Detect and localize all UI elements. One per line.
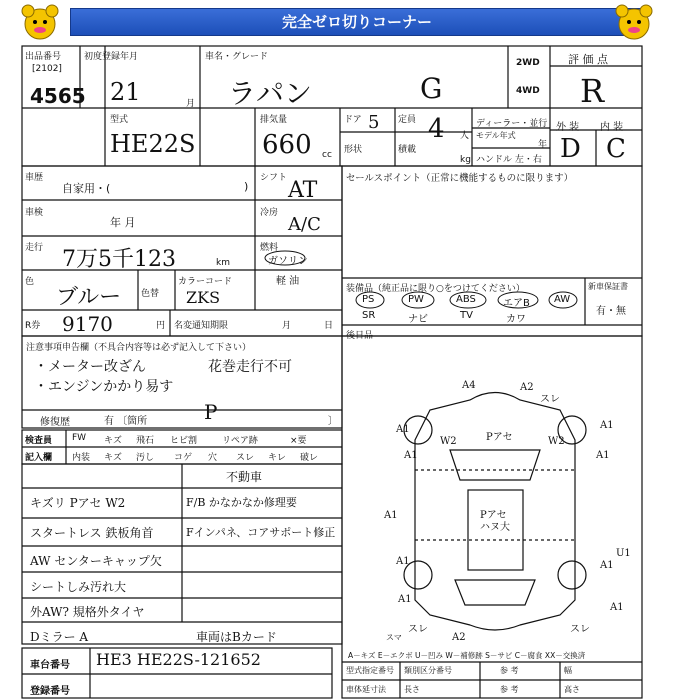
odo-hw: 7万5千123 <box>62 247 176 272</box>
diagram-mark: W2 <box>440 436 457 447</box>
type-hw: HE22S <box>110 130 196 158</box>
foot-5: 長さ <box>404 685 420 694</box>
use-value: 自家用・( <box>62 182 111 195</box>
diagram-mark: スマ <box>386 633 402 642</box>
inspector-int-scratch: キズ <box>104 453 122 463</box>
diagram-mark: A1 <box>396 556 410 567</box>
use-close: ) <box>244 180 249 193</box>
fuel-label: 燃料 <box>260 243 279 253</box>
inspector-chip: 飛石 <box>136 436 155 446</box>
door-hw: 5 <box>368 112 380 133</box>
equip-ps: PS <box>362 294 375 305</box>
diagram-mark: A1 <box>384 510 398 521</box>
equip-navi: ナビ <box>408 314 428 325</box>
banner-title: 完全ゼロ切りコーナー <box>70 8 644 36</box>
diagram-mark: U1 <box>616 548 631 559</box>
equip-abs: ABS <box>456 294 476 305</box>
inspector-rub: スレ <box>236 453 255 463</box>
notes-hw1: ・メーター改ざん <box>34 359 146 375</box>
ac-hw: A/C <box>288 214 321 235</box>
reg-label: 登録番号 <box>30 686 70 697</box>
int-hw: C <box>606 134 626 164</box>
chassis-hw: HE3 HE22S-121652 <box>96 650 261 669</box>
inspector-scratch: キズ <box>104 436 122 446</box>
repair-label: 修復歴 <box>40 417 70 428</box>
notes-hw3: 花巻走行不可 <box>208 359 292 375</box>
colorno-label: 色替 <box>141 289 160 299</box>
score-hw: R <box>580 72 605 110</box>
diagram-mark: A1 <box>610 602 624 613</box>
disp-hw: 660 <box>262 130 312 160</box>
diagram-mark: Pアセ <box>480 510 507 521</box>
odo-unit: km <box>216 258 230 268</box>
lot-no-label: 出品番号 <box>25 52 62 62</box>
disp-label: 排気量 <box>260 115 288 125</box>
sales-label: セールスポイント（正常に機能するものに限ります） <box>346 173 574 184</box>
remark-2: キズリ Pアセ W2 <box>30 496 126 510</box>
year-hw: 21 <box>110 78 141 106</box>
back-label: 後日品 <box>346 331 374 341</box>
equip-leather: カワ <box>506 314 526 325</box>
foot-1: 型式指定番号 <box>346 666 394 675</box>
diagram-mark: スレ <box>408 624 428 635</box>
disp-unit: cc <box>322 150 332 160</box>
inspector-dirt: 汚し <box>136 453 155 463</box>
repair-value: 有 〔箇所 <box>104 416 148 427</box>
warranty-value: 有・無 <box>596 306 626 317</box>
inspector-burn: コゲ <box>174 453 193 463</box>
dealer-label: ディーラー・並行 <box>476 119 548 129</box>
inspector-hole: 穴 <box>208 453 218 463</box>
drive-2wd: 2WD <box>516 58 540 68</box>
model-year-unit: 年 <box>538 140 548 150</box>
fuel-diesel: 軽 油 <box>276 276 300 287</box>
chassis-label: 車台番号 <box>30 660 70 671</box>
ac-label: 冷房 <box>260 208 279 218</box>
kg-label: kg <box>460 155 471 165</box>
diagram-mark: A2 <box>452 632 466 643</box>
equip-pw: PW <box>408 294 424 305</box>
inspector-row1-label: 検査員 <box>25 436 53 446</box>
recycle-hw: 9170 <box>62 312 113 336</box>
inspector-repair: リペア跡 <box>222 436 258 446</box>
colorcode-hw: ZKS <box>186 288 221 307</box>
use-label: 車歴 <box>25 173 44 183</box>
remark-7: シートしみ汚れ大 <box>30 580 127 594</box>
month-label: 月 <box>186 99 196 109</box>
drive-4wd: 4WD <box>516 86 540 96</box>
diagram-mark: A1 <box>396 424 410 435</box>
foot-7: 幅 <box>564 666 572 675</box>
notice-label: 名変通知期限 <box>174 321 229 331</box>
equip-tv: TV <box>460 310 473 321</box>
diagram-mark: A2 <box>520 382 534 393</box>
inspector-interior: 内装 <box>72 453 91 463</box>
equip-airbag: エアB <box>503 298 530 309</box>
color-hw: ブルー <box>56 285 122 310</box>
notice-month: 月 <box>282 321 292 331</box>
equip-aw: AW <box>554 294 571 305</box>
score-label: 評 価 点 <box>568 53 608 66</box>
handle-label: ハンドル 左・右 <box>476 155 542 165</box>
type-label: 型式 <box>110 115 129 125</box>
inspector-fw: FW <box>72 433 87 443</box>
remark-5: Fインパネ、コアサポート修正 <box>186 526 336 539</box>
repair-hw: P <box>204 400 218 424</box>
inspector-req: ×要 <box>290 436 307 446</box>
inspector-row2-label: 記入欄 <box>25 453 53 463</box>
foot-6: 参 考 <box>500 685 519 694</box>
model-year-label: モデル年式 <box>476 131 516 140</box>
load-label: 積載 <box>398 145 417 155</box>
cap-label: 定員 <box>398 115 417 125</box>
shift-label: シフト <box>260 173 288 183</box>
foot-3: 参 考 <box>500 666 519 675</box>
repair-close: 〕 <box>328 416 338 427</box>
ext-hw: D <box>560 134 581 164</box>
first-reg-label: 初度登録年月 <box>84 52 139 62</box>
diagram-mark: A1 <box>600 560 614 571</box>
inspector-crack: ヒビ割 <box>170 436 198 446</box>
yen-label: 円 <box>156 321 166 331</box>
notes-header: 注意事項申告欄（不具合内容等は必ず記入して下さい） <box>26 343 252 353</box>
door-label: ドア <box>344 115 362 125</box>
ext-label: 外 装 <box>556 122 580 133</box>
diagram-mark: A1 <box>398 594 412 605</box>
remark-1: 不動車 <box>226 470 263 484</box>
equip-sr: SR <box>362 310 376 321</box>
color-label: 色 <box>25 277 35 287</box>
equip-label: 装備品（純正品に限り○をつけてください） <box>346 284 525 294</box>
diagram-mark: スレ <box>540 394 560 405</box>
diagram-mark: A1 <box>600 420 614 431</box>
int-label: 内 装 <box>600 122 624 133</box>
notice-day: 日 <box>324 321 334 331</box>
diagram-mark: A4 <box>462 380 476 391</box>
diagram-mark: スレ <box>570 624 590 635</box>
warranty-label: 新車保証書 <box>588 282 628 291</box>
lot-number: 4565 <box>30 84 86 108</box>
lot-sub: [2102] <box>32 64 62 74</box>
damage-legend: A－キズ E－エクボ U－凹み W－補修跡 S－サビ C－腐食 XX－交換済 <box>348 651 586 660</box>
inspect-value: 年 月 <box>110 216 136 229</box>
shape-label: 形状 <box>344 145 363 155</box>
remark-6: AW センターキャップ欠 <box>30 554 162 568</box>
cap-unit: 人 <box>460 131 470 141</box>
diagram-mark: A1 <box>404 450 418 461</box>
colorcode-label: カラーコード <box>178 277 233 287</box>
inspect-label: 車検 <box>25 208 44 218</box>
fuel-gas: ガソリン <box>268 256 308 267</box>
diagram-mark: Pアセ <box>486 432 513 443</box>
remark-8: 外AW? 規格外タイヤ <box>30 605 145 619</box>
foot-8: 高さ <box>564 685 580 694</box>
remark-3: F/B かなかなか修理要 <box>186 496 297 509</box>
inspector-cut: キレ <box>268 453 286 463</box>
diagram-mark: A1 <box>596 450 610 461</box>
model-label: 車名・グレード <box>205 52 269 62</box>
foot-2: 類別区分番号 <box>404 666 452 675</box>
recycle-label: R券 <box>25 321 41 331</box>
notes-hw2: ・エンジンかかり易す <box>34 379 174 395</box>
remark-4: スタートレス 鉄板角首 <box>30 526 154 540</box>
model-hw: ラパン <box>228 77 313 110</box>
remark-10: 車両はBカード <box>196 630 277 644</box>
diagram-mark: ハヌ大 <box>480 522 510 533</box>
odo-label: 走行 <box>25 243 44 253</box>
inspector-tear: 破レ <box>300 453 319 463</box>
grade-hw: G <box>420 72 443 105</box>
diagram-mark: W2 <box>548 436 565 447</box>
shift-hw: AT <box>288 178 318 203</box>
cap-hw: 4 <box>428 114 445 144</box>
remark-9: Dミラー A <box>30 630 89 644</box>
foot-4: 車体延寸法 <box>346 685 386 694</box>
